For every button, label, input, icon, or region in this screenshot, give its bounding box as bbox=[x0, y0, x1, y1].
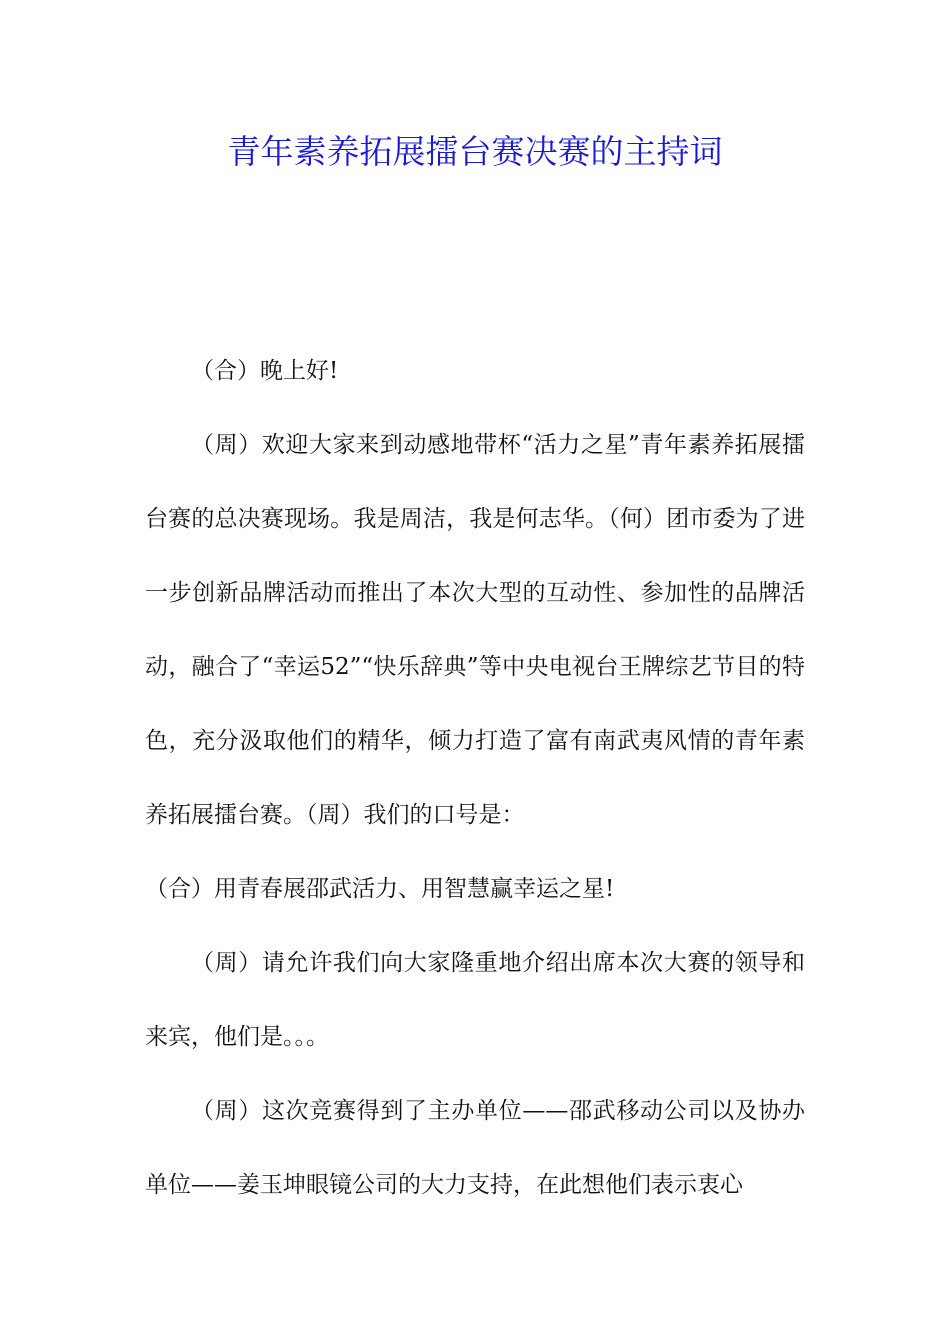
paragraph-slogan: （合）用青春展邵武活力、用智慧赢幸运之星! bbox=[145, 876, 615, 902]
paragraph-greeting: （合）晚上好! bbox=[191, 358, 339, 384]
document-body bbox=[145, 334, 805, 1222]
paragraph-introduce-guests: （周）请允许我们向大家隆重地介绍出席本次大赛的领导和来宾，他们是。。。 bbox=[145, 950, 805, 1050]
document-title: 青年素养拓展擂台赛决赛的主持词 bbox=[227, 132, 723, 171]
paragraph-sponsors: （周）这次竞赛得到了主办单位——邵武移动公司以及协办单位——姜玉坤眼镜公司的大力支持，在此想他们表示衷心 bbox=[145, 1098, 805, 1198]
paragraph-welcome: （周）欢迎大家来到动感地带杯“活力之星”青年素养拓展擂台赛的总决赛现场。我是周洁，我是何志华。（何）团市委为了进一步创新品牌活动而推出了本次大型的互动性、参加性的品牌活动，融合了“幸运52”“快乐辞典”等中央电视台王牌综艺节目的特色，充分汲取他们的精华，倾力打造了富有南武夷风情的青年素养拓展擂台赛。（周）我们的口号是： bbox=[145, 432, 805, 828]
